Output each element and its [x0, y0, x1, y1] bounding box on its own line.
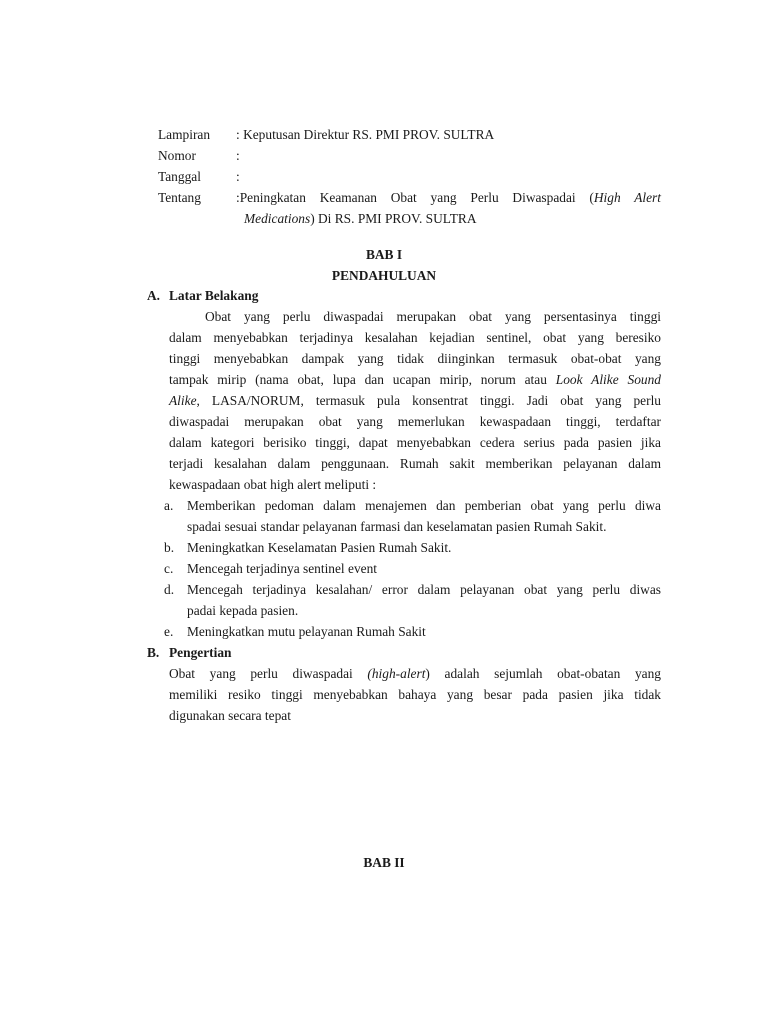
section-a-heading: [147, 285, 258, 306]
list-item: [164, 495, 661, 537]
paragraph-line: dalam menyebabkan terjadinya kesalahan kejadian sentinel, obat yang beresiko: [169, 330, 661, 345]
paragraph-line: terjadi kesalahan dalam penggunaan. Rumah sakit memberikan pelayanan dalam: [169, 456, 661, 471]
nomor-label: Nomor: [158, 148, 196, 163]
section-b-letter: B.: [147, 645, 160, 660]
meta-tentang: [158, 187, 661, 208]
section-b-heading: [147, 642, 231, 663]
meta-tentang-cont: [158, 208, 661, 229]
list-item: [164, 621, 661, 642]
section-a-list: [164, 495, 661, 642]
list-marker: c.: [164, 561, 174, 576]
paragraph-line: Obat yang perlu diwaspadai merupakan obat yang persentasinya tinggi: [205, 309, 661, 324]
meta-nomor: [158, 145, 661, 166]
list-marker: d.: [164, 582, 175, 597]
tentang-text-a: :Peningkatan Keamanan Obat yang Perlu Diwaspadai (: [236, 190, 594, 205]
tanggal-label: Tanggal: [158, 169, 201, 184]
line4-italic: Look Alike Sound: [555, 372, 661, 387]
list-item: [164, 558, 661, 579]
b-line1-b: (high-alert: [367, 666, 426, 681]
list-marker: a.: [164, 498, 174, 513]
paragraph-line: memiliki resiko tinggi menyebabkan bahaya yang besar pada pasien jika tidak: [169, 687, 661, 702]
b-line1-c: ) adalah sejumlah obat-obatan yang: [425, 666, 661, 681]
section-b-title: Pengertian: [169, 645, 232, 660]
paragraph-line: dalam kategori berisiko tinggi, dapat menyebabkan cedera serius pada pasien jika: [169, 435, 661, 450]
paragraph-line: [169, 369, 661, 390]
list-line: padai kepada pasien.: [187, 603, 299, 618]
tentang-text-d: ) Di RS. PMI PROV. SULTRA: [310, 211, 477, 226]
meta-lampiran: [158, 124, 661, 145]
tentang-value-line1: [236, 187, 661, 208]
tentang-label: Tentang: [158, 190, 201, 205]
lampiran-value: : Keputusan Direktur RS. PMI PROV. SULTRA: [236, 127, 495, 142]
list-marker: e.: [164, 624, 174, 639]
list-line: Meningkatkan mutu pelayanan Rumah Sakit: [187, 624, 426, 639]
list-line: Mencegah terjadinya sentinel event: [187, 561, 377, 576]
list-line: Mencegah terjadinya kesalahan/ error dalam pelayanan obat yang perlu diwas: [187, 582, 661, 597]
line5-italic: Alike: [169, 393, 197, 408]
line4-text: tampak mirip (nama obat, lupa dan ucapan mirip, norum atau: [169, 372, 556, 387]
section-a-paragraph: [169, 306, 661, 495]
bab1-title: BAB I: [365, 247, 403, 262]
list-item: [164, 537, 661, 558]
lampiran-label: Lampiran: [158, 127, 211, 142]
paragraph-line: [169, 390, 661, 411]
list-marker: b.: [164, 540, 175, 555]
paragraph-line: digunakan secara tepat: [169, 708, 291, 723]
b-line1-a: Obat yang perlu diwaspadai: [169, 666, 368, 681]
paragraph-line: diwaspadai merupakan obat yang memerlukan kewaspadaan tinggi, terdaftar: [169, 414, 661, 429]
paragraph-line: [169, 663, 661, 684]
list-line: Memberikan pedoman dalam menajemen dan pemberian obat yang perlu diwa: [187, 498, 661, 513]
tanggal-value: :: [236, 169, 240, 184]
line5-text: , LASA/NORUM, termasuk pula konsentrat tinggi. Jadi obat yang perlu: [196, 393, 661, 408]
section-a-letter: A.: [147, 288, 161, 303]
section-a-title: Latar Belakang: [169, 288, 259, 303]
list-line: Meningkatkan Keselamatan Pasien Rumah Sakit.: [187, 540, 452, 555]
list-item: [164, 579, 661, 621]
tentang-text-b: High Alert: [593, 190, 661, 205]
paragraph-line: kewaspadaan obat high alert meliputi :: [169, 477, 377, 492]
nomor-value: :: [236, 148, 240, 163]
section-b-paragraph: [169, 663, 661, 726]
tentang-text-c: Medications: [244, 211, 311, 226]
meta-tanggal: [158, 166, 661, 187]
bab1-subtitle: PENDAHULUAN: [331, 268, 437, 283]
paragraph-line: tinggi menyebabkan dampak yang tidak diinginkan termasuk obat-obat yang: [169, 351, 661, 366]
list-line: spadai sesuai standar pelayanan farmasi dan keselamatan pasien Rumah Sakit.: [187, 519, 607, 534]
bab2-title: BAB II: [363, 855, 405, 870]
tentang-value-line2: [244, 208, 661, 229]
